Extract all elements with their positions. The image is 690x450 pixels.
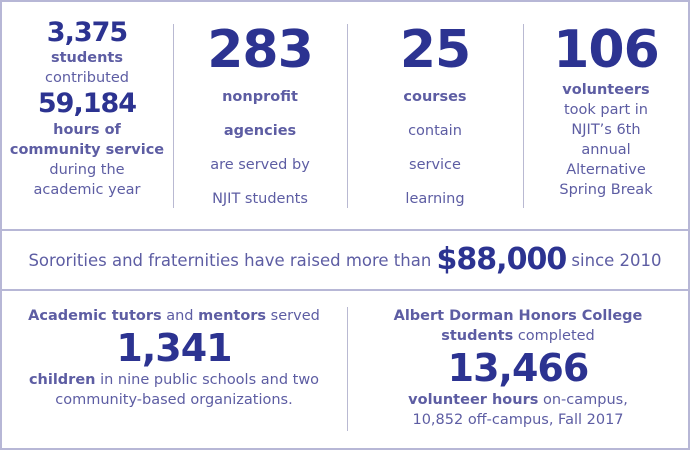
hours-after-1: during the — [49, 162, 125, 178]
agencies-text-1: are served by — [210, 157, 310, 173]
children-label: children — [28, 372, 96, 388]
hours-on-campus: on-campus, — [538, 392, 628, 408]
courses-text-1: contain — [408, 123, 462, 139]
volunteers-text-4: Alternative — [566, 162, 646, 178]
banner-before: Sororities and fraternities have raised more than — [28, 251, 437, 270]
volunteers-text-2: NJIT’s 6th — [571, 122, 641, 138]
tutors-line-3 — [2, 370, 346, 390]
tutors-served: served — [266, 308, 320, 324]
tutors-and: and — [161, 308, 199, 324]
tutors-line-1 — [2, 306, 346, 326]
volunteer-hours-count: 13,466 — [447, 346, 589, 390]
students-count: 3,375 — [46, 17, 128, 48]
courses-count: 25 — [399, 20, 471, 80]
honors-line-5: 10,852 off-campus, Fall 2017 — [412, 412, 624, 428]
stat-honors — [348, 306, 688, 430]
volunteers-text-5: Spring Break — [559, 182, 653, 198]
divider — [2, 229, 688, 231]
students-contributed: contributed — [45, 70, 129, 86]
volunteers-text-3: annual — [581, 142, 631, 158]
fundraising-banner — [2, 232, 688, 288]
courses-label: courses — [403, 89, 467, 105]
mentors-label: mentors — [198, 308, 267, 324]
tutors-label: Academic tutors — [28, 308, 162, 324]
agencies-count: 283 — [207, 20, 313, 80]
students-label: students — [51, 50, 123, 66]
volunteer-hours-label: volunteer hours — [408, 392, 539, 408]
courses-text-2: service — [409, 157, 461, 173]
agencies-label-2: agencies — [223, 123, 297, 139]
stat-agencies — [174, 20, 346, 216]
honors-line-2 — [348, 326, 688, 346]
honors-completed: completed — [513, 328, 595, 344]
agencies-label-1: nonprofit — [222, 89, 298, 105]
hours-count: 59,184 — [37, 88, 137, 119]
divider — [2, 289, 688, 291]
honors-college-label: Albert Dorman Honors College — [393, 308, 643, 324]
honors-line-4 — [348, 390, 688, 410]
volunteers-text-1: took part in — [564, 102, 648, 118]
hours-after-2: academic year — [33, 182, 141, 198]
children-after: in nine public schools and two — [95, 372, 320, 388]
stat-students — [2, 18, 172, 200]
hours-label-2: community service — [9, 142, 165, 158]
tutors-line-4: community-based organizations. — [55, 392, 293, 408]
agencies-text-2: NJIT students — [212, 191, 308, 207]
volunteers-label: volunteers — [562, 82, 650, 98]
banner-amount: $88,000 — [436, 242, 567, 277]
hours-label-1: hours of — [53, 122, 121, 138]
volunteers-count: 106 — [553, 20, 659, 80]
banner-after: since 2010 — [566, 251, 662, 270]
children-count: 1,341 — [116, 326, 232, 370]
courses-text-3: learning — [405, 191, 465, 207]
honors-students: students — [441, 328, 514, 344]
stat-volunteers — [524, 20, 688, 200]
stat-courses — [348, 20, 522, 216]
stat-tutors — [2, 306, 346, 410]
